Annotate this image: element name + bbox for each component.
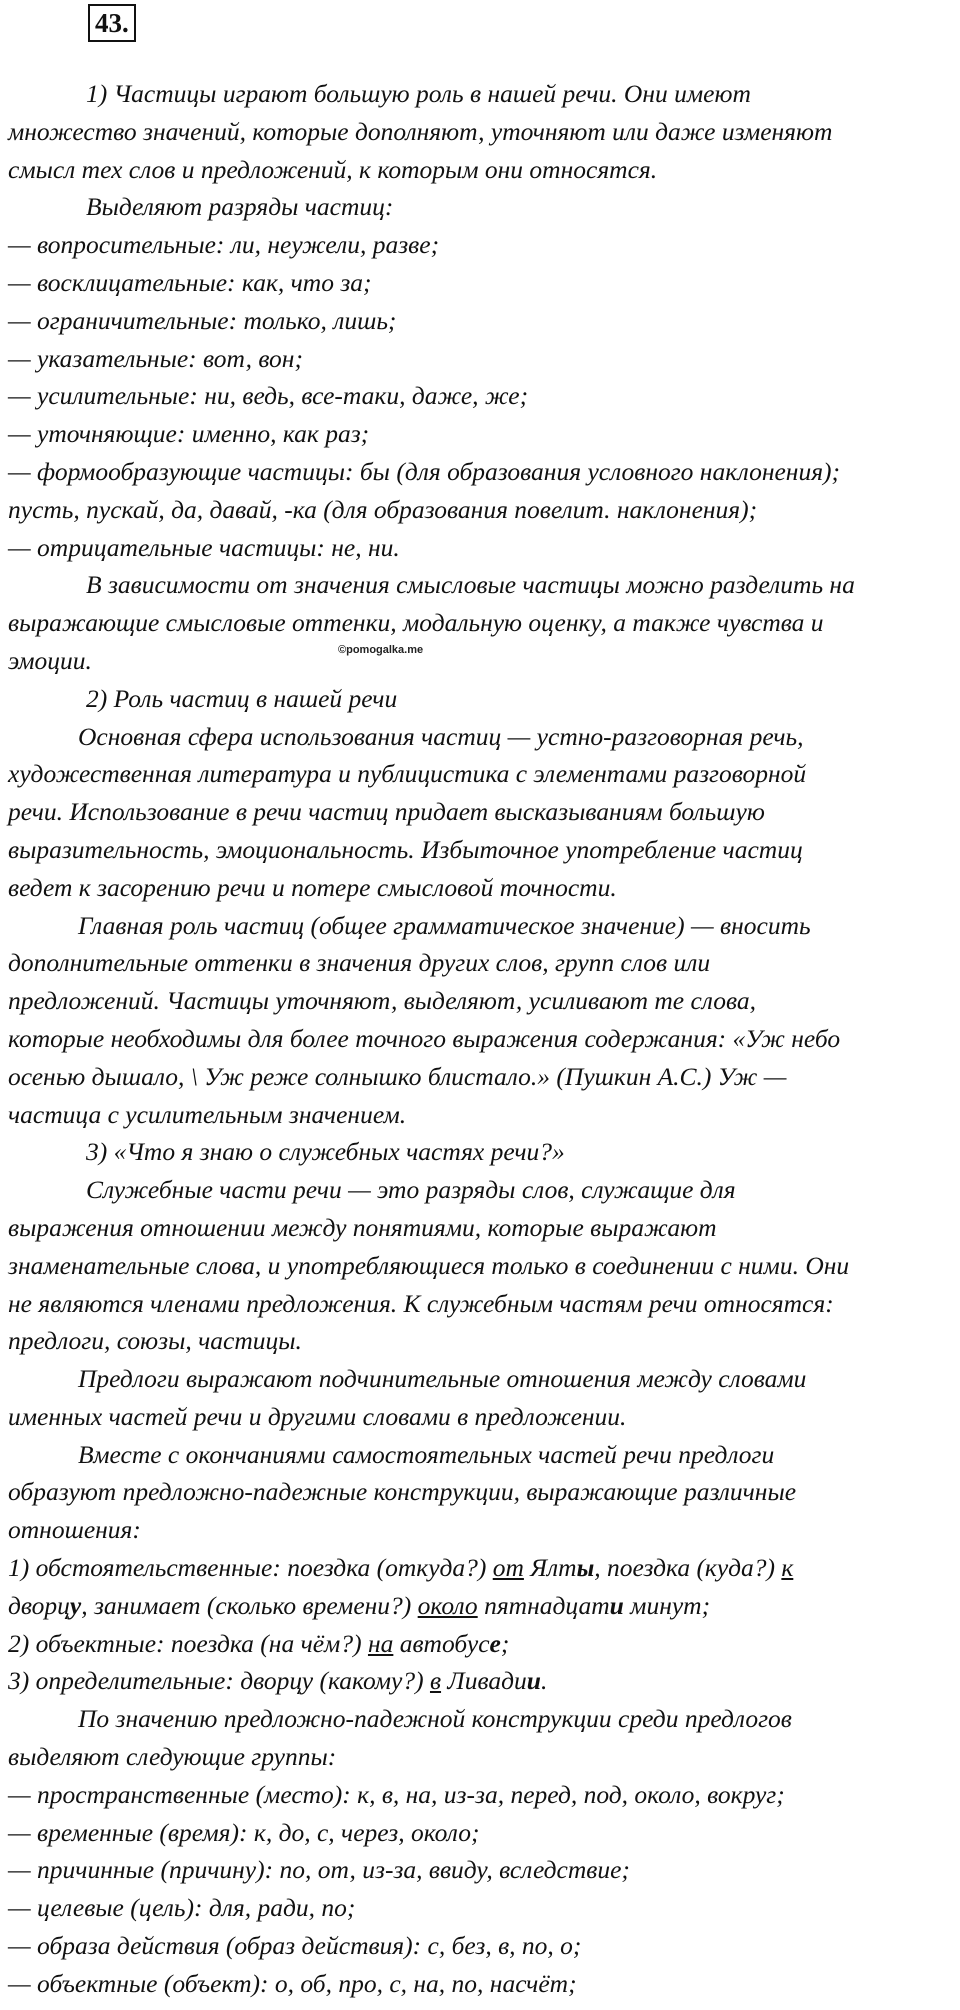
text-line (8, 1738, 958, 1776)
text-segment: множество значений, которые дополняют, уточняют или даже изменяют (8, 116, 833, 146)
text-segment: — объектные (объект): о, об, про, с, на, по, насчёт; (8, 1968, 577, 1998)
text-line (8, 1587, 958, 1625)
text-line (8, 1965, 958, 2003)
text-line (8, 415, 958, 453)
text-line (8, 869, 958, 907)
text-line (8, 264, 958, 302)
text-line (8, 1511, 958, 1549)
text-segment: речи. Использование в речи частиц придает высказываниям большую (8, 797, 765, 827)
text-segment: Главная роль частиц (общее грамматическое значение) — вносить (78, 910, 811, 940)
bold-ending: ы (576, 1553, 595, 1583)
text-line (8, 604, 958, 642)
text-line (8, 529, 958, 567)
text-segment: 2) объектные: поездка (на чём?) (8, 1628, 368, 1658)
text-segment: именных частей речи и другими словами в предложении. (8, 1401, 627, 1431)
text-segment: знаменательные слова, и употребляющиеся только в соединении с ними. Они (8, 1250, 850, 1280)
bold-ending: у (69, 1590, 82, 1620)
text-segment: автобус (393, 1628, 490, 1658)
text-line (8, 1889, 958, 1927)
text-segment: предлоги, союзы, частицы. (8, 1326, 302, 1356)
text-line (8, 1662, 958, 1700)
text-segment: ведет к засорению речи и потере смысловой точности. (8, 872, 617, 902)
text-line (8, 718, 958, 756)
text-line (8, 566, 958, 604)
text-segment: — целевые (цель): для, ради, по; (8, 1893, 356, 1923)
text-line (8, 1171, 958, 1209)
text-segment: смысл тех слов и предложений, к которым они относятся. (8, 154, 658, 184)
text-segment: выражающие смысловые оттенки, модальную оценку, а также чувства и (8, 608, 824, 638)
text-line (8, 1247, 958, 1285)
text-line (8, 302, 958, 340)
text-segment: выражения отношении между понятиями, которые выражают (8, 1212, 717, 1242)
text-line (8, 1058, 958, 1096)
text-line (8, 340, 958, 378)
text-line (8, 793, 958, 831)
text-segment: дворц (8, 1590, 70, 1620)
text-segment: Ливади (441, 1666, 527, 1696)
text-segment: — указательные: вот, вон; (8, 343, 303, 373)
text-segment: По значению предложно-падежной конструкции среди предлогов (78, 1704, 792, 1734)
text-line (8, 491, 958, 529)
text-segment: выразительность, эмоциональность. Избыточное употребление частиц (8, 834, 803, 864)
text-segment: художественная литература и публицистика с элементами разговорной (8, 759, 807, 789)
underlined-preposition: в (429, 1666, 442, 1696)
text-segment: — временные (время): к, до, с, через, около; (8, 1817, 480, 1847)
text-segment: 2) Роль частиц в нашей речи (86, 683, 398, 713)
underlined-preposition: к (781, 1553, 794, 1583)
text-line (8, 1814, 958, 1852)
text-segment: , занимает (сколько времени?) (81, 1590, 418, 1620)
text-segment: пятнадцат (477, 1590, 610, 1620)
text-line (8, 1625, 958, 1663)
text-segment: — уточняющие: именно, как раз; (8, 419, 370, 449)
text-line (8, 1133, 958, 1171)
text-segment: — восклицательные: как, что за; (8, 267, 372, 297)
text-segment: дополнительные оттенки в значения других слов, групп слов или (8, 948, 711, 978)
text-segment: Вместе с окончаниями самостоятельных частей речи предлоги (78, 1439, 775, 1469)
text-segment: которые необходимы для более точного выражения содержания: «Уж небо (8, 1023, 841, 1053)
text-segment: пусть, пускай, да, давай, -ка (для образования повелит. наклонения); (8, 494, 758, 524)
text-line (8, 1322, 958, 1360)
bold-ending: и (526, 1666, 541, 1696)
text-line (8, 1851, 958, 1889)
text-line (8, 1927, 958, 1965)
text-line (8, 1209, 958, 1247)
text-line (8, 1020, 958, 1058)
text-segment: Ялт (523, 1553, 577, 1583)
text-segment: ; (500, 1628, 510, 1658)
bold-ending: и (609, 1590, 624, 1620)
text-segment: — усилительные: ни, ведь, все-таки, даже, же; (8, 381, 529, 411)
text-segment: — вопросительные: ли, неужели, разве; (8, 230, 440, 260)
text-line (8, 1549, 958, 1587)
text-segment: 3) определительные: дворцу (какому?) (8, 1666, 430, 1696)
text-line (8, 453, 958, 491)
text-line (8, 1360, 958, 1398)
text-line (8, 642, 958, 680)
text-line (8, 1776, 958, 1814)
text-line (8, 907, 958, 945)
text-line (8, 755, 958, 793)
underlined-preposition: на (367, 1628, 394, 1658)
text-segment: выделяют следующие группы: (8, 1742, 337, 1772)
text-segment: Основная сфера использования частиц — устно-разговорная речь, (78, 721, 804, 751)
text-segment: отношения: (8, 1515, 141, 1545)
text-segment: — причинные (причину): по, от, из-за, ввиду, вследствие; (8, 1855, 630, 1885)
text-line (8, 831, 958, 869)
text-segment: — пространственные (место): к, в, на, из-за, перед, под, около, вокруг; (8, 1779, 785, 1809)
text-segment: В зависимости от значения смысловые частицы можно разделить на (86, 570, 855, 600)
text-line (8, 944, 958, 982)
text-segment: осенью дышало, \ Уж реже солнышко блистало.» (Пушкин А.С.) Уж — (8, 1061, 787, 1091)
text-line (8, 1473, 958, 1511)
text-segment: — отрицательные частицы: не, ни. (8, 532, 400, 562)
text-segment: образуют предложно-падежные конструкции, выражающие различные (8, 1477, 797, 1507)
text-segment: предложений. Частицы уточняют, выделяют, усиливают те слова, (8, 986, 756, 1016)
underlined-preposition: от (492, 1553, 524, 1583)
text-segment: Выделяют разряды частиц: (86, 192, 394, 222)
text-segment: 3) «Что я знаю о служебных частях речи?» (86, 1137, 565, 1167)
text-line (8, 1436, 958, 1474)
text-line (8, 982, 958, 1020)
text-line (8, 1285, 958, 1323)
text-line (8, 113, 958, 151)
text-segment: — образа действия (образ действия): с, без, в, по, о; (8, 1931, 582, 1961)
text-line (8, 226, 958, 264)
text-line (8, 680, 958, 718)
text-segment: — формообразующие частицы: бы (для образования условного наклонения); (8, 456, 841, 486)
text-line (8, 151, 958, 189)
document-text (8, 75, 958, 2003)
bold-ending: е (489, 1628, 501, 1658)
watermark: ©pomogalka.me (338, 644, 424, 656)
text-line (8, 1398, 958, 1436)
text-line (8, 1700, 958, 1738)
text-line (8, 75, 958, 113)
text-segment: частица с усилительным значением. (8, 1099, 407, 1129)
text-segment: минут; (623, 1590, 711, 1620)
text-segment: эмоции. (8, 645, 92, 675)
text-segment: 1) обстоятельственные: поездка (откуда?) (8, 1553, 493, 1583)
text-line (8, 377, 958, 415)
exercise-number: 43. (88, 4, 136, 42)
text-segment: , поездка (куда?) (594, 1553, 782, 1583)
text-segment: Предлоги выражают подчинительные отношения между словами (78, 1364, 807, 1394)
text-segment: 1) Частицы играют большую роль в нашей речи. Они имеют (86, 79, 751, 108)
text-segment: не являются членами предложения. К служебным частям речи относятся: (8, 1288, 834, 1318)
underlined-preposition: около (417, 1590, 478, 1620)
text-segment: — ограничительные: только, лишь; (8, 305, 397, 335)
text-line (8, 188, 958, 226)
text-line (8, 1096, 958, 1134)
text-segment: . (540, 1666, 548, 1696)
text-segment: Служебные части речи — это разряды слов, служащие для (86, 1175, 736, 1205)
